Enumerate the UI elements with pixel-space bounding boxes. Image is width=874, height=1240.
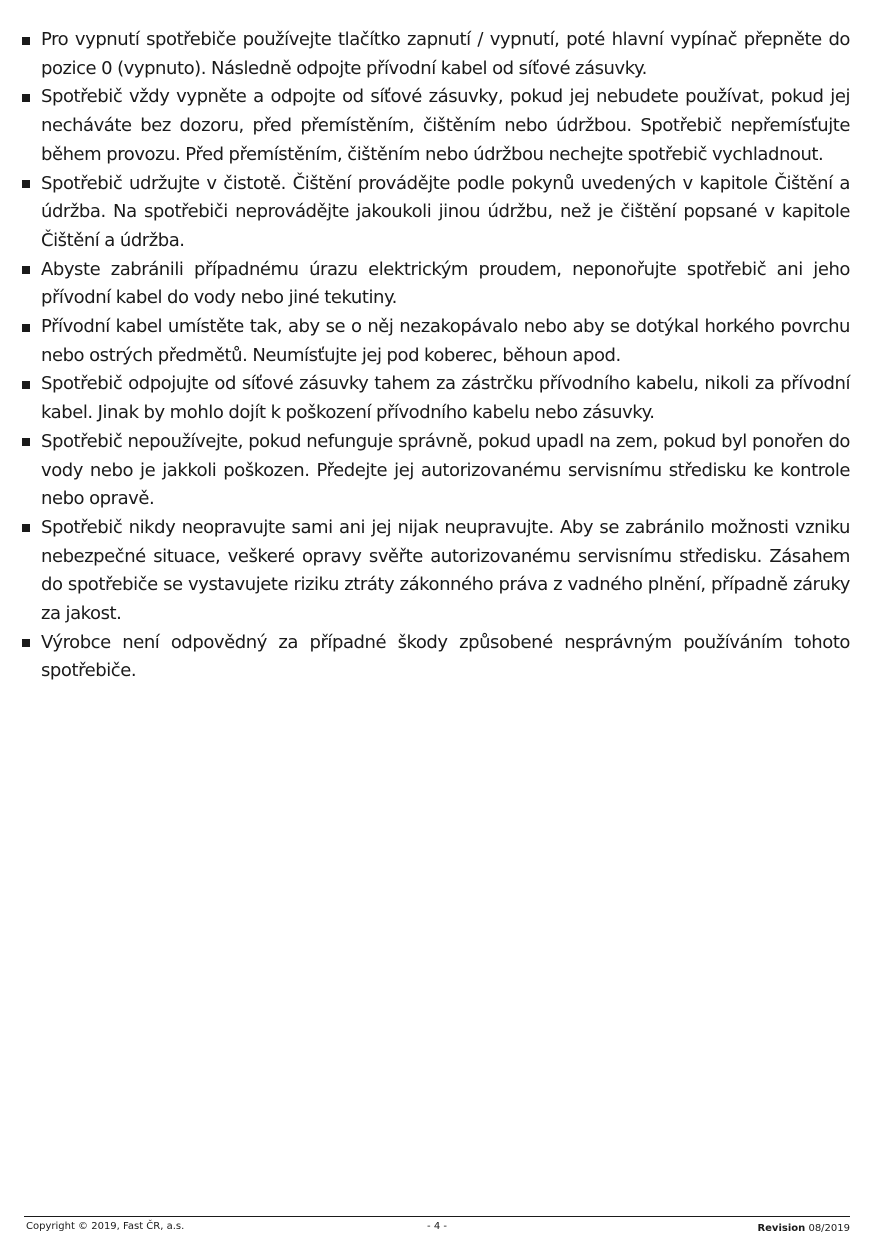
- revision-info: [757, 1223, 850, 1234]
- bullet-square-icon: [22, 170, 41, 199]
- list-item: [22, 428, 850, 514]
- revision-label: Revision: [757, 1223, 806, 1234]
- list-item: [22, 26, 850, 83]
- list-item: [22, 629, 850, 686]
- bullet-square-icon: [22, 26, 41, 55]
- list-item-text: Výrobce není odpovědný za případné škody způsobené nesprávným používáním tohoto spotřebiče.: [41, 631, 850, 682]
- bullet-square-icon: [22, 629, 41, 658]
- list-item-text: Spotřebič vždy vypněte a odpojte od síťové zásuvky, pokud jej nebudete používat, pokud jej necháváte bez dozoru, před přemístěním, čištěním nebo údržbou. Spotřebič nepřemísťujte během provozu. Před přemístěním, čištěním nebo údržbou nechejte spotřebič vychladnout.: [41, 86, 850, 165]
- list-item: [22, 313, 850, 370]
- bullet-square-icon: [22, 428, 41, 457]
- list-item-text: Spotřebič nikdy neopravujte sami ani jej nijak neupravujte. Aby se zabránilo možnosti vzniku nebezpečné situace, veškeré opravy svěřte autorizovanému servisnímu středisku. Zásahem do spotřebiče se vystavujete riziku ztráty zákonného práva z vadného plnění, případně záruky za jakost.: [41, 516, 850, 625]
- bullet-list: [22, 26, 850, 686]
- bullet-square-icon: [22, 313, 41, 342]
- list-item-text: Přívodní kabel umístěte tak, aby se o něj nezakopávalo nebo aby se dotýkal horkého povrchu nebo ostrých předmětů. Neumísťujte jej pod koberec, běhoun apod.: [41, 316, 850, 366]
- list-item-text: Spotřebič nepoužívejte, pokud nefunguje správně, pokud upadl na zem, pokud byl ponořen do vody nebo je jakkoli poškozen. Předejte jej autorizovanému servisnímu středisku ke kontrole nebo opravě.: [41, 430, 850, 510]
- copyright-text: Copyright © 2019, Fast ČR, a.s.: [26, 1221, 185, 1232]
- bullet-square-icon: [22, 83, 41, 112]
- bullet-square-icon: [22, 256, 41, 285]
- list-item-text: Pro vypnutí spotřebiče používejte tlačítko zapnutí / vypnutí, poté hlavní vypínač přepněte do pozice 0 (vypnuto). Následně odpojte přívodní kabel od síťové zásuvky.: [41, 29, 850, 79]
- list-item: [22, 514, 850, 629]
- list-item: [22, 370, 850, 427]
- list-item: [22, 256, 850, 313]
- list-item: [22, 83, 850, 169]
- list-item-text: Spotřebič odpojujte od síťové zásuvky tahem za zástrčku přívodního kabelu, nikoli za přívodní kabel. Jinak by mohlo dojít k poškození přívodního kabelu nebo zásuvky.: [41, 373, 850, 424]
- list-item: [22, 170, 850, 256]
- page-footer: [24, 1216, 850, 1239]
- bullet-square-icon: [22, 514, 41, 543]
- bullet-square-icon: [22, 370, 41, 399]
- revision-value: 08/2019: [808, 1223, 850, 1234]
- list-item-text: Abyste zabránili případnému úrazu elektrickým proudem, neponořujte spotřebič ani jeho přívodní kabel do vody nebo jiné tekutiny.: [41, 258, 850, 309]
- page-number: - 4 -: [427, 1221, 447, 1232]
- list-item-text: Spotřebič udržujte v čistotě. Čištění provádějte podle pokynů uvedených v kapitole Čištění a údržba. Na spotřebiči neprovádějte jakoukoli jinou údržbu, než je čištění popsané v kapitole Čištění a údržba.: [41, 172, 850, 251]
